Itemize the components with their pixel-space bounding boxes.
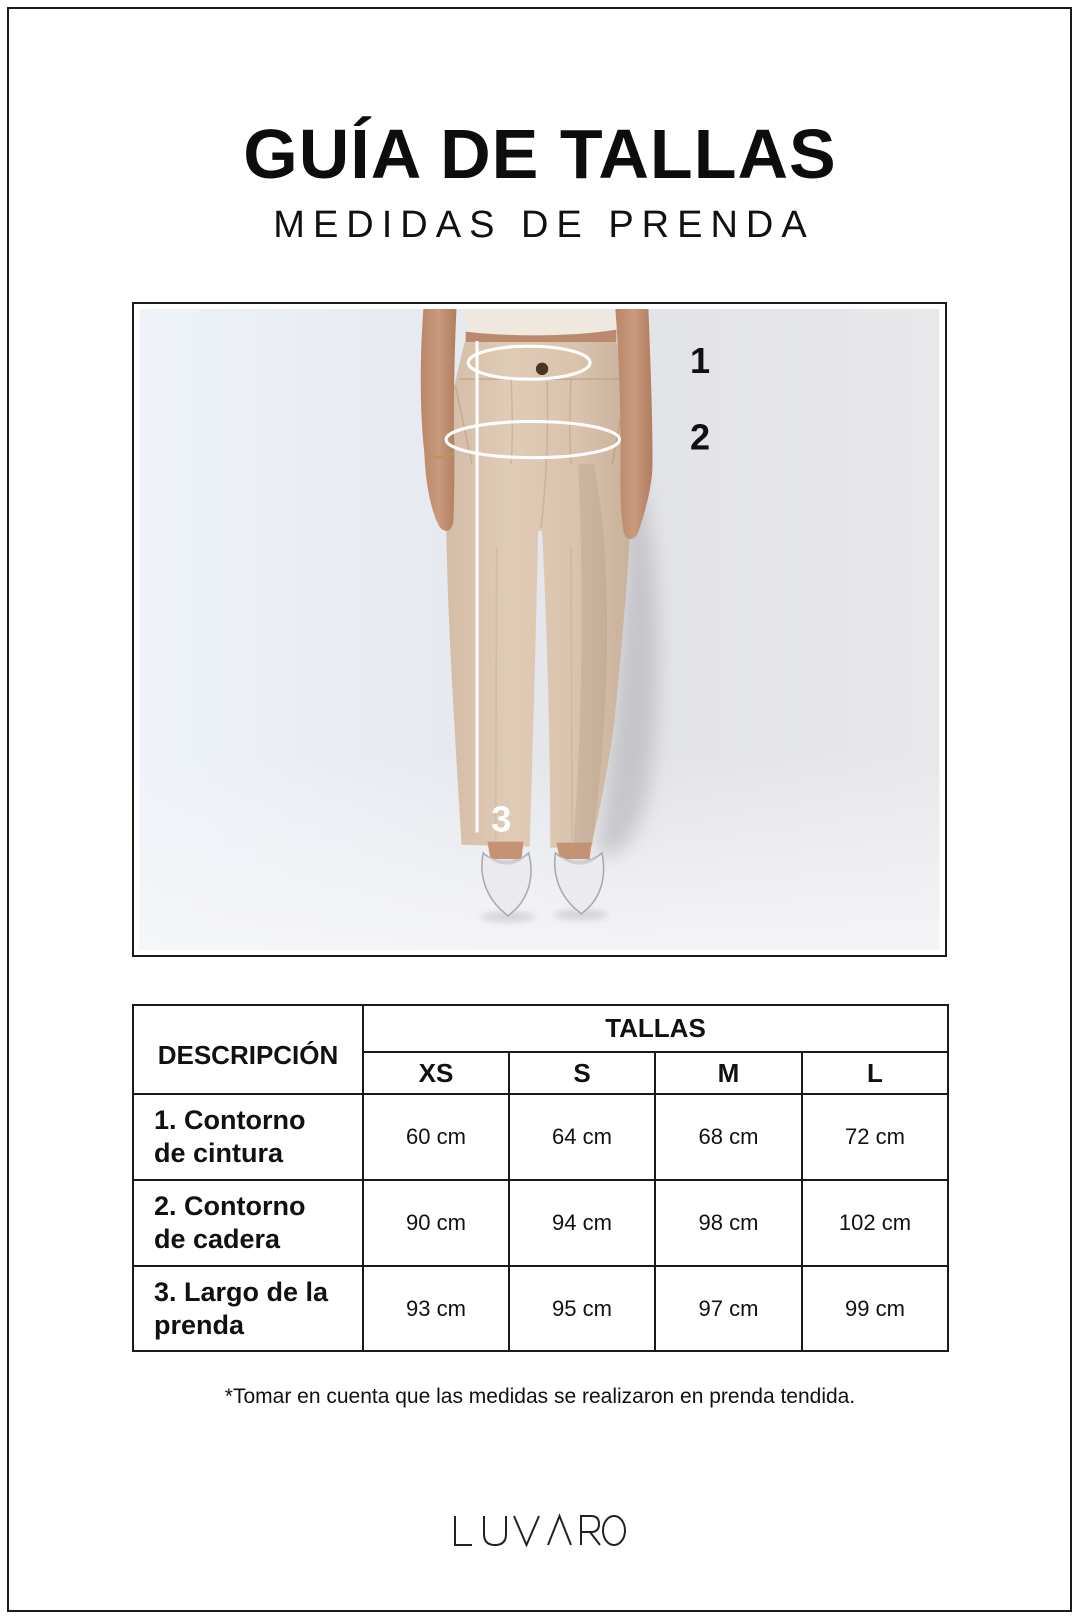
waist-button (536, 363, 548, 375)
left-ankle (487, 842, 523, 860)
photo-floor (140, 753, 940, 950)
value-cell: 99 cm (802, 1266, 948, 1351)
table-row (133, 1266, 948, 1351)
logo-letter-v (514, 1516, 539, 1545)
value-cell: 72 cm (802, 1094, 948, 1180)
size-label-l: L (802, 1052, 948, 1094)
row-label-line: de cintura (154, 1138, 284, 1168)
value-cell: 95 cm (509, 1266, 655, 1351)
left-crease (496, 546, 497, 840)
model-photo (139, 309, 940, 950)
row-label-line: 3. Largo de la (154, 1276, 329, 1307)
logo-letter-u (484, 1516, 506, 1545)
value-cell: 94 cm (509, 1180, 655, 1266)
size-table (132, 1004, 949, 1352)
value-cell: 93 cm (363, 1266, 509, 1351)
row-label-waist (133, 1094, 363, 1180)
value-cell: 90 cm (363, 1180, 509, 1266)
value-cell: 64 cm (509, 1094, 655, 1180)
size-label-m: M (655, 1052, 802, 1094)
waist-marker-label: 1 (689, 339, 711, 381)
page-title: GUÍA DE TALLAS (243, 115, 837, 193)
hip-marker-label: 2 (689, 416, 711, 458)
row-label-line: de cadera (154, 1224, 281, 1254)
value-cell: 68 cm (655, 1094, 802, 1180)
value-cell: 102 cm (802, 1180, 948, 1266)
row-label-line: prenda (154, 1309, 245, 1340)
value-cell: 60 cm (363, 1094, 509, 1180)
table-row (133, 1094, 948, 1180)
length-marker-label: 3 (491, 798, 512, 840)
row-label-length (133, 1266, 363, 1351)
value-cell: 98 cm (655, 1180, 802, 1266)
row-label-line: 1. Contorno (154, 1105, 306, 1135)
table-row (133, 1180, 948, 1266)
row-label-hip (133, 1180, 363, 1266)
sizes-header: TALLAS (363, 1005, 948, 1052)
measurement-footnote: *Tomar en cuenta que las medidas se realizaron en prenda tendida. (224, 1385, 856, 1408)
row-label-line: 2. Contorno (154, 1191, 306, 1221)
right-ankle (557, 843, 592, 860)
size-label-s: S (509, 1052, 655, 1094)
page-subtitle: MEDIDAS DE PRENDA (273, 204, 815, 246)
description-header: DESCRIPCIÓN (133, 1005, 363, 1094)
brand-logo (450, 1512, 630, 1550)
value-cell: 97 cm (655, 1266, 802, 1351)
logo-letter-r (581, 1516, 600, 1545)
table-header-row (133, 1005, 948, 1052)
logo-letter-a (548, 1516, 571, 1545)
logo-letter-l (455, 1516, 472, 1545)
right-crease (571, 546, 572, 840)
size-label-xs: XS (363, 1052, 509, 1094)
logo-letter-o (603, 1516, 625, 1545)
